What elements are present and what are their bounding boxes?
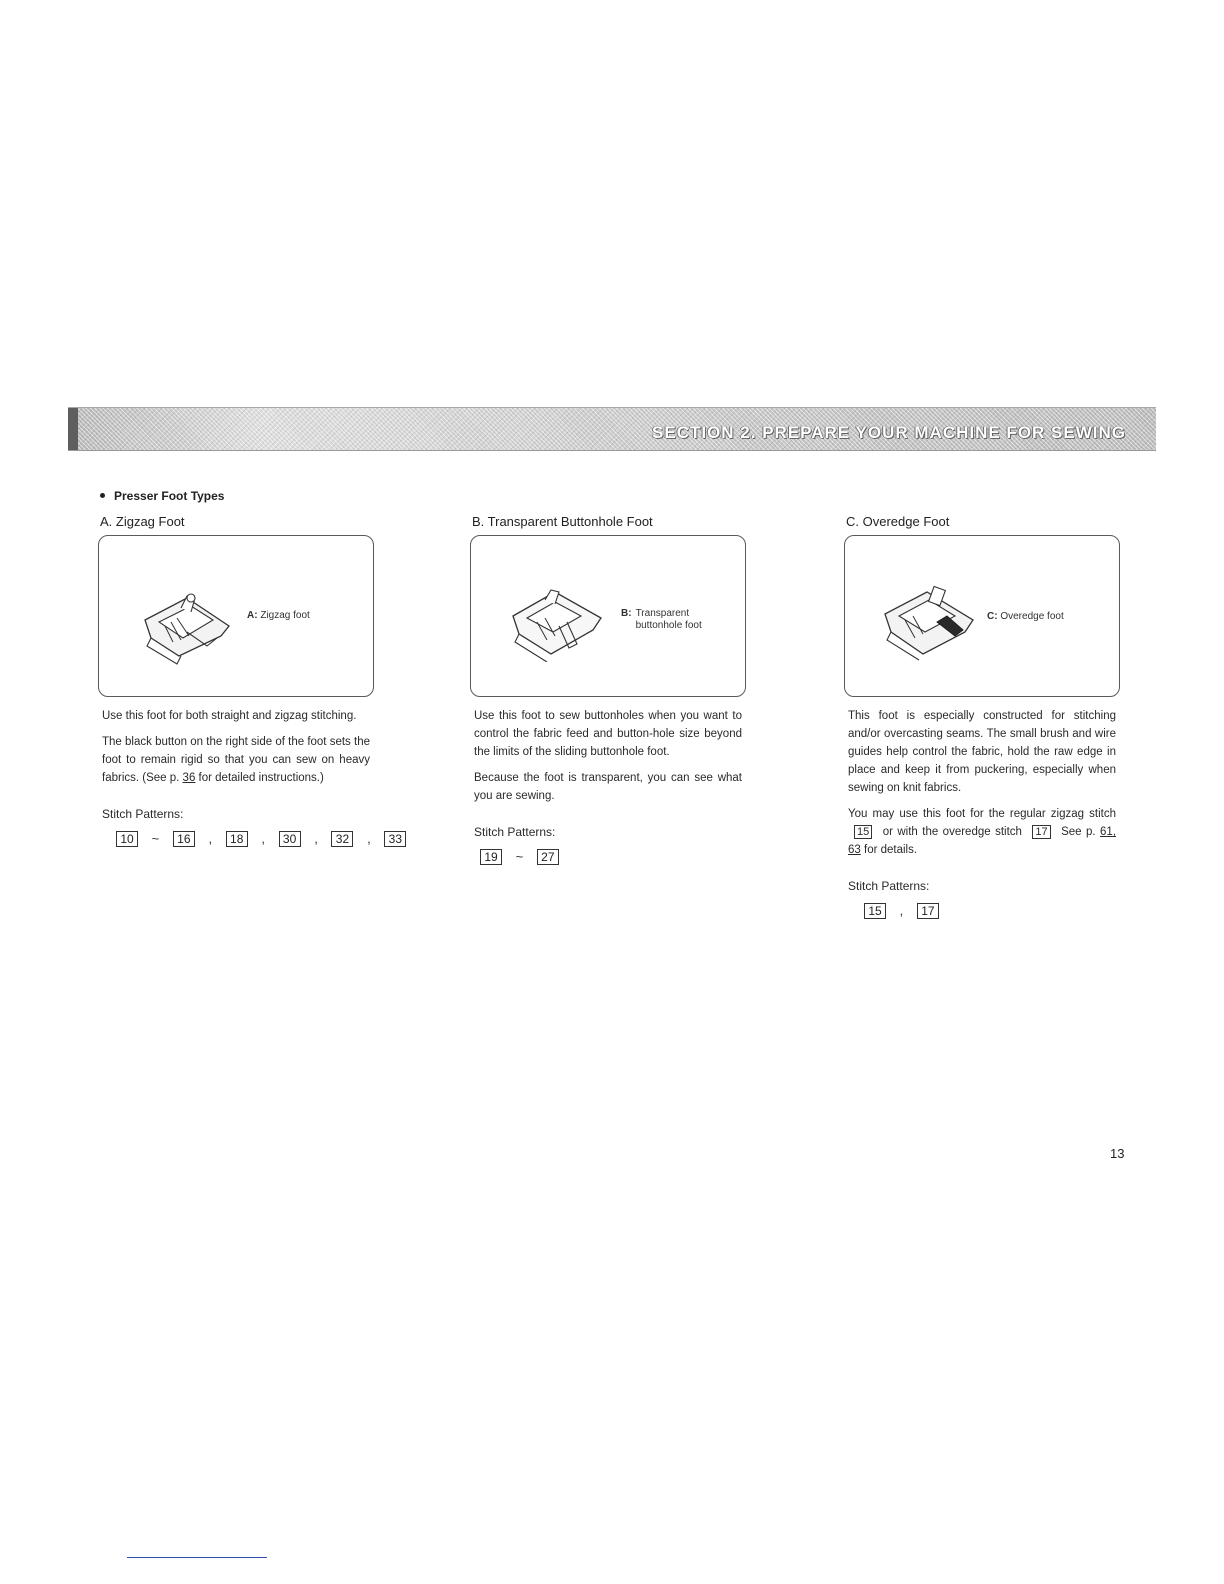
page-reference-link[interactable]: 61, 63: [848, 826, 1117, 856]
figure-box: [844, 535, 1120, 697]
pattern-separator: ~: [515, 849, 524, 864]
stitch-pattern-badge: 18: [226, 831, 248, 847]
stitch-pattern-badge: 17: [1032, 825, 1050, 839]
stitch-pattern-badge: 10: [116, 831, 138, 847]
pattern-separator: ,: [899, 903, 904, 918]
pattern-separator: ,: [208, 831, 213, 846]
description-paragraph: Because the foot is transparent, you can see what you are sewing.: [474, 772, 742, 802]
page-reference-link[interactable]: 36: [182, 772, 196, 784]
description-paragraph: Use this foot to sew buttonholes when you want to control the fabric feed and button-hole size beyond the limits of the sliding buttonhole foot.: [474, 710, 742, 758]
footer-rule: [127, 1557, 267, 1558]
stitch-pattern-badge: 17: [917, 903, 939, 919]
stitch-pattern-badge: 15: [854, 825, 872, 839]
heading-text: Presser Foot Types: [114, 489, 225, 503]
caption-text: Transparent buttonhole foot: [635, 608, 702, 631]
stitch-pattern-badge: 27: [537, 849, 559, 865]
stitch-pattern-list: [114, 831, 403, 847]
column-zigzag-foot: [98, 514, 403, 847]
figure-caption: [987, 611, 1064, 623]
section-banner: [68, 407, 1156, 451]
buttonhole-foot-icon: [507, 582, 607, 662]
caption-key: B:: [621, 608, 632, 619]
column-overedge-foot: [844, 514, 1120, 919]
paragraph-text: or with the overedge stitch: [882, 826, 1022, 838]
column-heading: A. Zigzag Foot: [100, 514, 185, 529]
stitch-pattern-list: [478, 849, 746, 865]
stitch-patterns-label: Stitch Patterns:: [102, 807, 184, 821]
stitch-patterns-label: Stitch Patterns:: [848, 879, 930, 893]
section-title: SECTION 2. PREPARE YOUR MACHINE FOR SEWING: [652, 423, 1126, 442]
stitch-pattern-list: [862, 903, 1120, 919]
page-number: 13: [1110, 1146, 1125, 1161]
caption-text: Zigzag foot: [260, 610, 310, 621]
description-paragraph: [102, 733, 370, 787]
column-heading: C. Overedge Foot: [846, 514, 950, 529]
pattern-separator: ,: [261, 831, 265, 846]
pattern-separator: ,: [367, 831, 371, 846]
description-paragraph: This foot is especially constructed for stitching and/or overcasting seams. The small brush and wire guides help control the fabric, hold the raw edge in place and keep it from puckering, especially when sewing on knit fabrics.: [848, 710, 1116, 794]
stitch-pattern-badge: 32: [331, 831, 353, 847]
figure-caption: [247, 610, 310, 622]
stitch-pattern-badge: 19: [480, 849, 502, 865]
description-paragraph: Use this foot for both straight and zigzag stitching.: [102, 710, 357, 722]
banner-tab: [68, 408, 78, 450]
column-heading: B. Transparent Buttonhole Foot: [472, 514, 653, 529]
caption-key: C:: [987, 611, 998, 622]
bullet-icon: [100, 493, 105, 498]
pattern-separator: ,: [314, 831, 318, 846]
paragraph-text: See p.: [1061, 826, 1096, 838]
pattern-separator: ~: [151, 831, 160, 846]
stitch-pattern-badge: 15: [864, 903, 886, 919]
overedge-foot-icon: [879, 582, 979, 662]
figure-box: [98, 535, 374, 697]
stitch-pattern-badge: 16: [173, 831, 195, 847]
paragraph-text: for detailed instructions.): [198, 772, 324, 784]
presser-foot-types-heading: [100, 489, 224, 503]
stitch-pattern-badge: 30: [279, 831, 301, 847]
description-paragraph: [848, 805, 1116, 859]
figure-box: [470, 535, 746, 697]
stitch-patterns-label: Stitch Patterns:: [474, 825, 556, 839]
stitch-pattern-badge: 33: [384, 831, 406, 847]
paragraph-text: for details.: [864, 844, 918, 856]
caption-text: Overedge foot: [1000, 611, 1064, 622]
paragraph-text: The black button on the right side of the foot sets the foot to remain rigid so that you can sew on heavy fabrics. (See p.: [102, 736, 370, 784]
figure-caption: [621, 608, 704, 632]
paragraph-text: You may use this foot for the regular zigzag stitch: [848, 808, 1116, 820]
caption-key: A:: [247, 610, 258, 621]
zigzag-foot-icon: [137, 586, 237, 666]
column-transparent-buttonhole-foot: [470, 514, 746, 865]
